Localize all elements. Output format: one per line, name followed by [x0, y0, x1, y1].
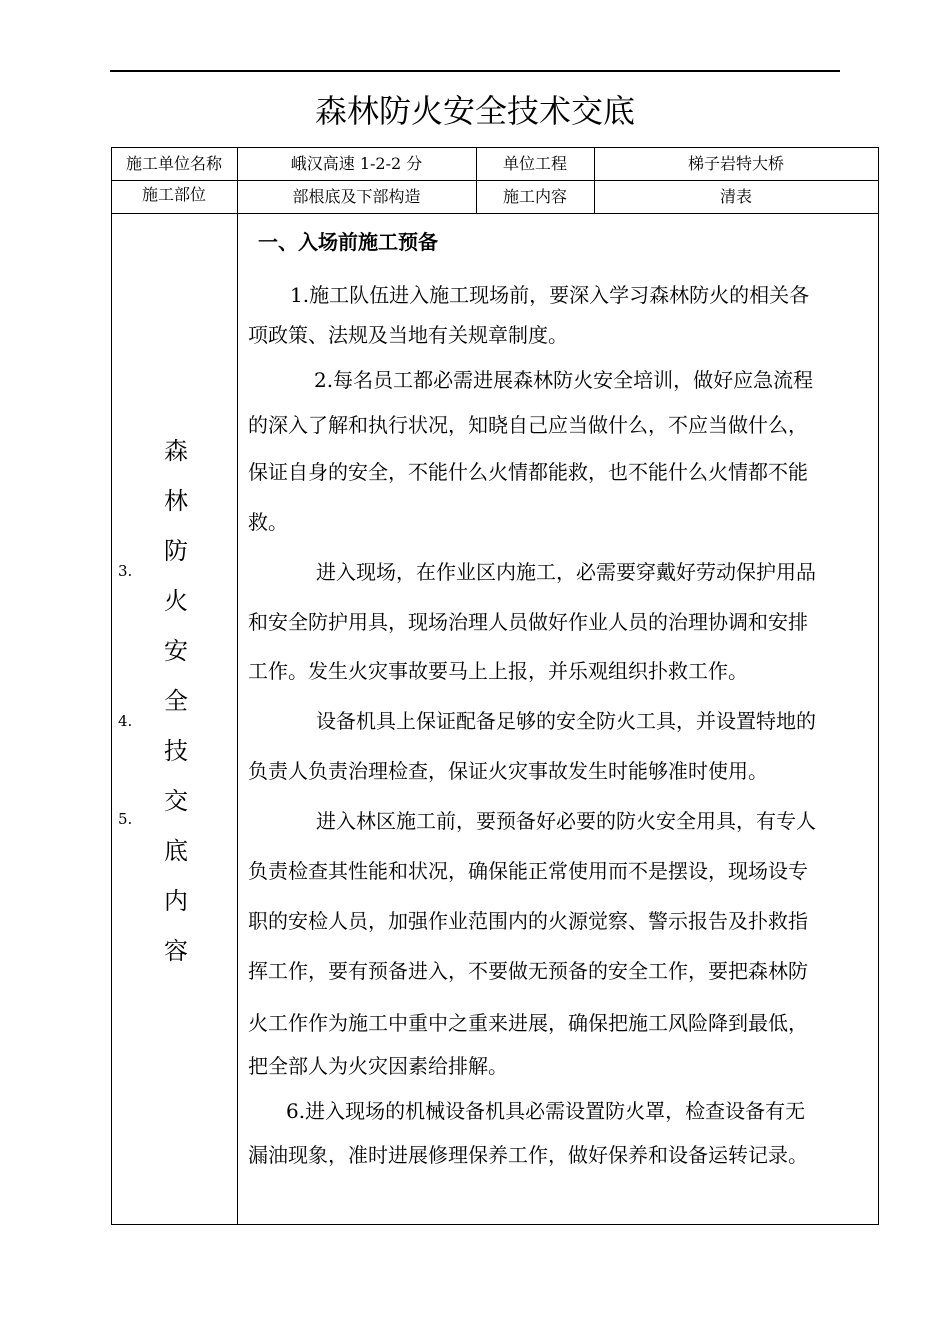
body-line: 进入现场，在作业区内施工，必需要穿戴好劳动保护用品	[316, 560, 816, 584]
body-line: 项政策、法规及当地有关规章制度。	[248, 323, 568, 347]
body-line: 进入林区施工前，要预备好必要的防火安全用具，有专人	[316, 809, 816, 833]
side-label-char: 容	[164, 937, 188, 965]
side-number: 5.	[118, 810, 133, 828]
side-label-char: 防	[164, 537, 188, 565]
value-unit-name: 峨汉高速 1-2-2 分	[290, 154, 423, 173]
side-label-char: 内	[164, 887, 188, 915]
body-line: 保证自身的安全，不能什么火情都能救，也不能什么火情都不能	[248, 460, 808, 484]
label-unit-project: 单位工程	[502, 154, 567, 173]
side-label-char: 技	[164, 737, 188, 765]
body-line: 6.进入现场的机械设备机具必需设置防火罩，检查设备有无	[286, 1099, 806, 1123]
side-number: 4.	[118, 712, 133, 730]
label-location: 施工部位	[141, 185, 206, 204]
body-line: 和安全防护用具，现场治理人员做好作业人员的治理协调和安排	[248, 610, 808, 634]
body-line: 救。	[248, 510, 288, 534]
body-line: 挥工作，要有预备进入，不要做无预备的安全工作，要把森林防	[248, 959, 808, 983]
side-label-char: 全	[164, 687, 188, 715]
body-line: 把全部人为火灾因素给排解。	[248, 1054, 508, 1078]
value-unit-project: 梯子岩特大桥	[687, 154, 784, 173]
side-label-char: 火	[164, 587, 188, 615]
table-border	[111, 213, 879, 214]
body-line: 负责人负责治理检查，保证火灾事故发生时能够准时使用。	[248, 759, 768, 783]
label-content: 施工内容	[502, 187, 567, 206]
side-label-char: 森	[164, 437, 188, 465]
section-heading: 一、入场前施工预备	[258, 230, 438, 254]
label-unit-name: 施工单位名称	[125, 154, 222, 173]
body-line: 的深入了解和执行状况，知晓自己应当做什么，不应当做什么，	[248, 413, 808, 437]
table-border	[878, 147, 879, 1225]
body-line: 职的安检人员，加强作业范围内的火源觉察、警示报告及扑救指	[248, 909, 808, 933]
body-line: 2.每名员工都必需进展森林防火安全培训，做好应急流程	[314, 368, 814, 392]
page-title: 森林防火安全技术交底	[314, 92, 635, 130]
side-label-char: 林	[164, 487, 188, 515]
side-label-char: 交	[164, 787, 188, 815]
value-location: 部根底及下部构造	[292, 187, 421, 206]
side-label-char: 底	[164, 837, 188, 865]
table-border	[237, 147, 238, 1225]
side-number: 3.	[118, 562, 133, 580]
body-line: 火工作作为施工中重中之重来进展，确保把施工风险降到最低，	[248, 1011, 808, 1035]
side-label-char: 安	[164, 637, 188, 665]
table-border	[111, 147, 112, 1225]
body-line: 负责检查其性能和状况，确保能正常使用而不是摆设，现场设专	[248, 859, 808, 883]
body-line: 工作。发生火灾事故要马上上报，并乐观组织扑救工作。	[248, 659, 748, 683]
body-line: 1.施工队伍进入施工现场前，要深入学习森林防火的相关各	[290, 283, 810, 307]
body-line: 漏油现象，准时进展修理保养工作，做好保养和设备运转记录。	[248, 1143, 808, 1167]
body-line: 设备机具上保证配备足够的安全防火工具，并设置特地的	[316, 709, 816, 733]
header-rule	[110, 70, 840, 72]
table-border	[111, 1224, 879, 1225]
value-content: 清表	[719, 187, 752, 206]
